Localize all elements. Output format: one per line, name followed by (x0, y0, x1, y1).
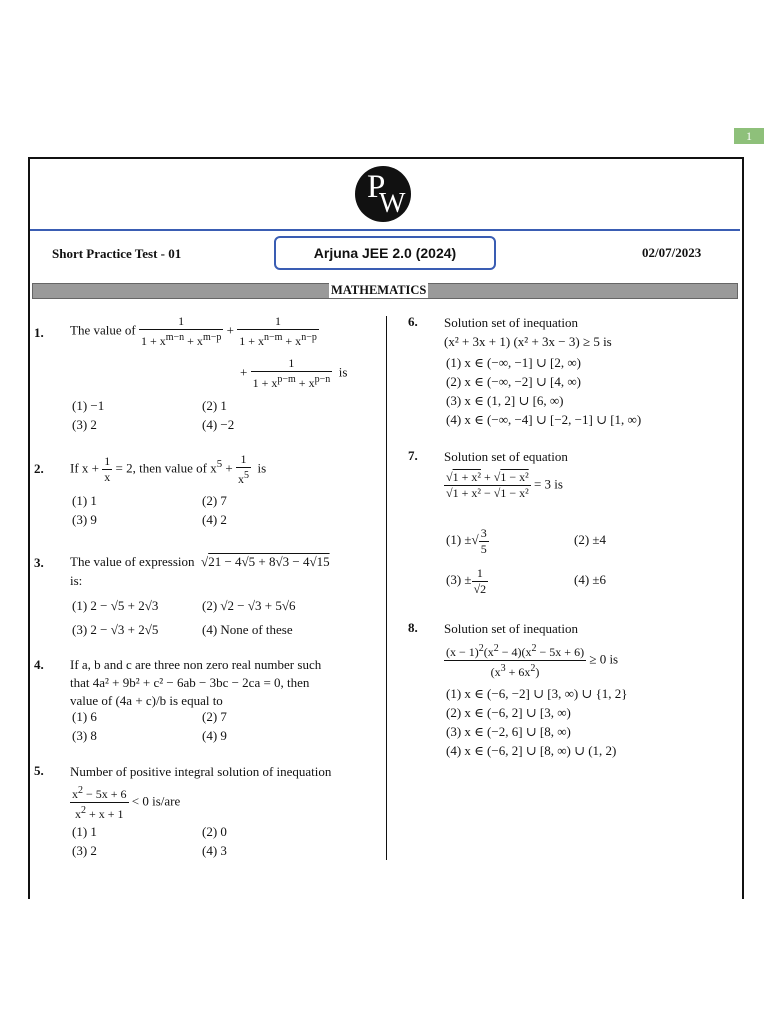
option: (1) −1 (72, 398, 105, 413)
header-rule (30, 229, 740, 231)
option: (3) x ∈ (1, 2] ∪ [6, ∞) (446, 393, 564, 408)
question-6: Solution set of inequation (444, 315, 578, 330)
subject-bar (32, 283, 738, 299)
column-divider (386, 316, 387, 860)
option: (4) ±6 (574, 572, 607, 587)
question-tail: ≥ 0 is (589, 651, 619, 667)
option: (1) 1 (72, 493, 97, 508)
option: (3) ± $\frac{1}{√2}$ (446, 565, 487, 596)
question-line: that 4a² + 9b² + c² − 6ab − 3bc − 2ca = 0, then (70, 675, 310, 690)
question-text: The value of (70, 322, 136, 338)
question-number: 5. (34, 763, 44, 778)
option: (2) x ∈ (−∞, −2] ∪ [4, ∞) (446, 374, 581, 389)
question-7-expr: $\frac{\text{√1 + x² + √1 − x²}}{\text{√1 + x² − √1 − x²}}$ = 3 is (446, 470, 563, 500)
option: (3) 9 (72, 512, 97, 527)
question-8-options (446, 684, 628, 760)
question-number: 7. (408, 448, 418, 463)
question-7-options (446, 520, 606, 600)
question-6-expr: (x² + 3x + 1) (x² + 3x − 3) ≥ 5 is (444, 334, 612, 349)
option: (4) x ∈ (−∞, −4] ∪ [−2, −1] ∪ [1, ∞) (446, 412, 642, 427)
question-tail: = 3 is (533, 476, 563, 492)
option: (4) 9 (202, 728, 227, 743)
page-number-badge: 1 (734, 128, 764, 144)
question-5-expr: $\frac{x^2 - 5x + 6}{x^2 + x + 1}$ < 0 is/are (72, 785, 181, 821)
subject-label: MATHEMATICS (331, 283, 427, 297)
question-5-options (72, 822, 227, 860)
option: (1) 1 (72, 824, 97, 839)
option: (2) 0 (202, 824, 227, 839)
option: (1) ±√ $\frac{3}{5}$ (446, 525, 487, 556)
question-number: 2. (34, 461, 44, 476)
option: (2) ±4 (574, 532, 607, 547)
question-number: 6. (408, 314, 418, 329)
question-text: , then value of (132, 460, 207, 476)
question-number: 3. (34, 555, 44, 570)
option: (3) 2 (72, 843, 97, 858)
pw-logo: P W (355, 166, 411, 222)
question-line: value of (4a + c)/b is equal to (70, 693, 223, 708)
question-tail: is (338, 364, 348, 380)
batch-name: Arjuna JEE 2.0 (2024) (274, 236, 496, 270)
option: (3) 2 (72, 417, 97, 432)
question-1: The value of $\frac{1}{1 + x^{m-n} + x^{m-p}}$ + $\frac{1}{1 + x^{n-m} + x^{n-p}}$ (70, 314, 317, 348)
option: (4) 3 (202, 843, 227, 858)
question-3: The value of expression √21 − 4√5 + 8√3 − 4√15 (70, 554, 330, 569)
option: (4) None of these (202, 622, 293, 637)
test-title: Short Practice Test - 01 (52, 246, 182, 261)
question-1-cont: + $\frac{1}{1 + x^{p-m} + x^{p-n}}$ is (240, 356, 348, 390)
option: (4) x ∈ (−6, 2] ∪ [8, ∞) ∪ (1, 2) (446, 743, 617, 758)
question-tail: is (257, 460, 267, 476)
question-4 (70, 656, 370, 710)
question-5: Number of positive integral solution of inequation (70, 764, 332, 779)
question-3-options (72, 594, 295, 642)
question-7: Solution set of equation (444, 449, 568, 464)
test-date: 02/07/2023 (642, 245, 702, 260)
option: (2) 7 (202, 709, 227, 724)
option: (2) 1 (202, 398, 227, 413)
question-number: 8. (408, 620, 418, 635)
question-text: The value of expression (70, 554, 195, 569)
question-2: If x + $\frac{1}{x}$ = 2, then value of $x^5$ + $\frac{1}{x^5}$ is (70, 452, 267, 486)
question-3-tail: is: (70, 573, 83, 588)
question-1-options (72, 396, 234, 434)
question-4-options (72, 707, 227, 745)
question-number: 1. (34, 325, 44, 340)
option: (1) x ∈ (−∞, −1] ∪ [2, ∞) (446, 355, 581, 370)
option: (2) x ∈ (−6, 2] ∪ [3, ∞) (446, 705, 571, 720)
question-8-expr: $\frac{(x - 1)^2(x^2 - 4)(x^2 - 5x + 6)}{(x^3 + 6x^2)}$ ≥ 0 is (446, 643, 619, 679)
question-text: If (70, 460, 79, 476)
question-tail: < 0 is/are (131, 793, 181, 809)
option: (2) 7 (202, 493, 227, 508)
option: (1) 6 (72, 709, 97, 724)
option: (3) x ∈ (−2, 6] ∪ [8, ∞) (446, 724, 571, 739)
question-8: Solution set of inequation (444, 621, 578, 636)
option: (1) 2 − √5 + 2√3 (72, 598, 159, 613)
option: (3) 2 − √3 + 2√5 (72, 622, 159, 637)
question-line: If a, b and c are three non zero real number such (70, 657, 322, 672)
option: (3) 8 (72, 728, 97, 743)
question-2-options (72, 491, 227, 529)
option: (4) −2 (202, 417, 235, 432)
question-6-options (446, 353, 641, 429)
option: (2) √2 − √3 + 5√6 (202, 598, 296, 613)
option: (4) 2 (202, 512, 227, 527)
option: (1) x ∈ (−6, −2] ∪ [3, ∞) ∪ {1, 2} (446, 686, 628, 701)
question-number: 4. (34, 657, 44, 672)
